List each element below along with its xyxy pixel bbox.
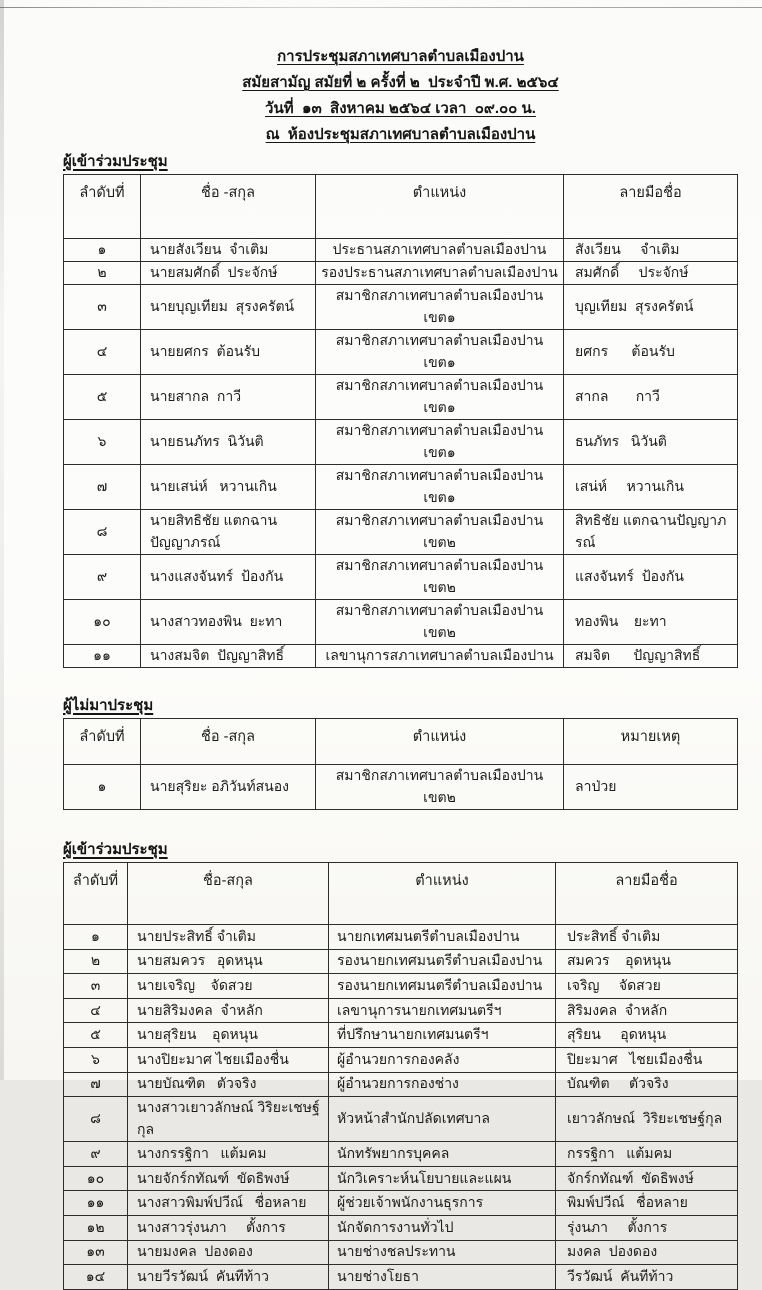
name-cell: นายเจริญ จัดสวย [128,974,329,999]
table-row [64,1072,738,1097]
order-cell: ๖ [64,420,141,465]
signature-cell: สังเวียน จำเติม [564,239,738,262]
position-cell: ผู้อำนวยการกองคลัง [329,1047,556,1072]
name-cell: นางสาวพิมพ์ปวีณ์ ชื่อหลาย [128,1191,329,1216]
sections-root [63,152,738,1290]
document-title-line: สมัยสามัญ สมัยที่ ๒ ครั้งที่ ๒ ประจำปี พ.ศ. ๒๕๖๔ [242,74,559,91]
position-cell: นายกเทศมนตรีตำบลเมืองปาน [329,925,556,950]
table-row [64,510,738,555]
position-cell: ผู้ช่วยเจ้าพนักงานธุรการ [329,1191,556,1216]
table-row [64,285,738,330]
position-cell: สมาชิกสภาเทศบาลตำบลเมืองปานเขต๒ [316,765,564,810]
signature-cell: สิริมงคล จำหลัก [556,998,738,1023]
table-row [64,600,738,645]
table-attendees-council [63,174,738,668]
table-row [64,1097,738,1142]
signature-cell: เยาวลักษณ์ วิริยะเชษฐ์กุล [556,1097,738,1142]
name-cell: นายวีรวัฒน์ คันทีท้าว [128,1265,329,1290]
order-cell: ๖ [64,1047,128,1072]
signature-cell: เสน่ห์ หวานเกิน [564,465,738,510]
position-cell: สมาชิกสภาเทศบาลตำบลเมืองปานเขต๒ [316,600,564,645]
order-cell: ๑๐ [64,1166,128,1191]
table-row [64,1265,738,1290]
column-header-sign: ลายมือชื่อ [556,863,738,925]
order-cell: ๘ [64,1097,128,1142]
column-header-sign: ลายมือชื่อ [564,175,738,239]
name-cell: นายบัณฑิต ตัวจริง [128,1072,329,1097]
section-absent [63,696,738,810]
table-row [64,262,738,285]
order-cell: ๓ [64,285,141,330]
name-cell: นายมงคล ปองดอง [128,1240,329,1265]
column-header-no: ลำดับที่ [64,175,141,239]
signature-cell: กรรฐิกา แต้มคม [556,1142,738,1167]
column-header-position: ตำแหน่ง [316,719,564,765]
position-cell: นายช่างโยธา [329,1265,556,1290]
name-cell: นางปิยะมาศ ไชยเมืองชื่น [128,1047,329,1072]
signature-cell: เจริญ จัดสวย [556,974,738,999]
order-cell: ๗ [64,465,141,510]
table-row [64,925,738,950]
position-cell: สมาชิกสภาเทศบาลตำบลเมืองปานเขต๒ [316,510,564,555]
signature-cell: สากล กาวี [564,375,738,420]
signature-cell: สมศักดิ์ ประจักษ์ [564,262,738,285]
table-row [64,1166,738,1191]
document-title-line: วันที่ ๑๓ สิงหาคม ๒๕๖๔ เวลา ๐๙.๐๐ น. [265,100,536,117]
column-header-no: ลำดับที่ [64,863,128,925]
name-cell: นายจักร์กทัณฑ์ ขัดธิพงษ์ [128,1166,329,1191]
table-row [64,1023,738,1048]
order-cell: ๑๑ [64,1191,128,1216]
name-cell: นางกรรฐิกา แต้มคม [128,1142,329,1167]
scan-artifact-left-shade [0,0,4,1080]
name-cell: นายบุญเทียม สุรงครัตน์ [141,285,316,330]
order-cell: ๘ [64,510,141,555]
table-header-row [64,175,738,239]
position-cell: ผู้อำนวยการกองช่าง [329,1072,556,1097]
name-cell: นายเสน่ห์ หวานเกิน [141,465,316,510]
order-cell: ๒ [64,262,141,285]
table-header-row [64,863,738,925]
name-cell: นางสาวรุ่งนภา ตั้งการ [128,1215,329,1240]
name-cell: นายสุริยะ อภิวันท์สนอง [141,765,316,810]
order-cell: ๑๐ [64,600,141,645]
name-cell: นายสังเวียน จำเติม [141,239,316,262]
column-header-name: ชื่อ -สกุล [141,175,316,239]
order-cell: ๑ [64,239,141,262]
position-cell: สมาชิกสภาเทศบาลตำบลเมืองปานเขต๑ [316,465,564,510]
table-row [64,949,738,974]
name-cell: นายยศกร ต้อนรับ [141,330,316,375]
order-cell: ๑๔ [64,1265,128,1290]
position-cell: นักจัดการงานทั่วไป [329,1215,556,1240]
signature-cell: สุริยน อุดหนุน [556,1023,738,1048]
table-row [64,1191,738,1216]
table-row [64,765,738,810]
position-cell: สมาชิกสภาเทศบาลตำบลเมืองปานเขต๑ [316,375,564,420]
table-row [64,330,738,375]
signature-cell: ยศกร ต้อนรับ [564,330,738,375]
signature-cell: ปิยะมาศ ไชยเมืองชื่น [556,1047,738,1072]
table-row [64,1047,738,1072]
signature-cell: พิมพ์ปวีณ์ ชื่อหลาย [556,1191,738,1216]
section-attendees-executive [63,840,738,1290]
signature-cell: บุญเทียม สุรงครัตน์ [564,285,738,330]
section-attendees-council [63,152,738,668]
order-cell: ๑๑ [64,645,141,668]
order-cell: ๑ [64,925,128,950]
signature-cell: สมจิต ปัญญาสิทธิ์ [564,645,738,668]
signature-cell: วีรวัฒน์ คันทีท้าว [556,1265,738,1290]
order-cell: ๕ [64,375,141,420]
section-label-attendees-executive: ผู้เข้าร่วมประชุม [63,841,168,858]
table-row [64,1240,738,1265]
document-title-block [63,44,738,148]
position-cell: ประธานสภาเทศบาลตำบลเมืองปาน [316,239,564,262]
order-cell: ๒ [64,949,128,974]
position-cell: สมาชิกสภาเทศบาลตำบลเมืองปานเขต๑ [316,330,564,375]
position-cell: เลขานุการสภาเทศบาลตำบลเมืองปาน [316,645,564,668]
order-cell: ๙ [64,555,141,600]
table-absent [63,718,738,810]
order-cell: ๑๓ [64,1240,128,1265]
table-row [64,239,738,262]
order-cell: ๔ [64,330,141,375]
table-row [64,974,738,999]
order-cell: ๑๒ [64,1215,128,1240]
position-cell: นายช่างชลประทาน [329,1240,556,1265]
table-row [64,998,738,1023]
column-header-no: ลำดับที่ [64,719,141,765]
position-cell: สมาชิกสภาเทศบาลตำบลเมืองปานเขต๑ [316,285,564,330]
order-cell: ๑ [64,765,141,810]
signature-cell: สมควร อุดหนุน [556,949,738,974]
table-row [64,1142,738,1167]
table-attendees-executive [63,862,738,1290]
section-label-absent: ผู้ไม่มาประชุม [63,697,154,714]
order-cell: ๗ [64,1072,128,1097]
order-cell: ๓ [64,974,128,999]
name-cell: นางสาวเยาวลักษณ์ วิริยะเชษฐ์กุล [128,1097,329,1142]
note-cell: ลาป่วย [564,765,738,810]
position-cell: สมาชิกสภาเทศบาลตำบลเมืองปานเขต๑ [316,420,564,465]
name-cell: นายสุริยน อุดหนุน [128,1023,329,1048]
name-cell: นายสากล กาวี [141,375,316,420]
signature-cell: ทองพิน ยะทา [564,600,738,645]
name-cell: นางแสงจันทร์ ป้องกัน [141,555,316,600]
order-cell: ๔ [64,998,128,1023]
column-header-position: ตำแหน่ง [316,175,564,239]
position-cell: นักวิเคราะห์นโยบายและแผน [329,1166,556,1191]
signature-cell: ธนภัทร นิวันติ [564,420,738,465]
table-header-row [64,719,738,765]
column-header-name: ชื่อ -สกุล [141,719,316,765]
table-row [64,645,738,668]
document-title-line: การประชุมสภาเทศบาลตำบลเมืองปาน [277,48,524,65]
signature-cell: จักร์กทัณฑ์ ขัดธิพงษ์ [556,1166,738,1191]
position-cell: เลขานุการนายกเทศมนตรีฯ [329,998,556,1023]
order-cell: ๕ [64,1023,128,1048]
document-content [63,0,738,1290]
name-cell: นายสิทธิชัย แตกฉานปัญญาภรณ์ [141,510,316,555]
column-header-name: ชื่อ-สกุล [128,863,329,925]
position-cell: ที่ปรึกษานายกเทศมนตรีฯ [329,1023,556,1048]
position-cell: สมาชิกสภาเทศบาลตำบลเมืองปานเขต๒ [316,555,564,600]
table-row [64,375,738,420]
signature-cell: ประสิทธิ์ จำเติม [556,925,738,950]
position-cell: หัวหน้าสำนักปลัดเทศบาล [329,1097,556,1142]
document-title-line: ณ ห้องประชุมสภาเทศบาลตำบลเมืองปาน [265,126,536,143]
position-cell: รองนายกเทศมนตรีตำบลเมืองปาน [329,974,556,999]
signature-cell: รุ่งนภา ตั้งการ [556,1215,738,1240]
name-cell: นายสมศักดิ์ ประจักษ์ [141,262,316,285]
table-row [64,555,738,600]
order-cell: ๙ [64,1142,128,1167]
name-cell: นายสิริมงคล จำหลัก [128,998,329,1023]
column-header-position: ตำแหน่ง [329,863,556,925]
signature-cell: บัณฑิต ตัวจริง [556,1072,738,1097]
table-row [64,465,738,510]
table-row [64,1215,738,1240]
position-cell: รองประธานสภาเทศบาลตำบลเมืองปาน [316,262,564,285]
name-cell: นายธนภัทร นิวันติ [141,420,316,465]
signature-cell: แสงจันทร์ ป้องกัน [564,555,738,600]
position-cell: รองนายกเทศมนตรีตำบลเมืองปาน [329,949,556,974]
name-cell: นายประสิทธิ์ จำเติม [128,925,329,950]
name-cell: นางสาวทองพิน ยะทา [141,600,316,645]
position-cell: นักทรัพยากรบุคคล [329,1142,556,1167]
signature-cell: มงคล ปองดอง [556,1240,738,1265]
signature-cell: สิทธิชัย แตกฉานปัญญาภรณ์ [564,510,738,555]
column-header-sign: หมายเหตุ [564,719,738,765]
section-label-attendees-council: ผู้เข้าร่วมประชุม [63,153,168,170]
name-cell: นายสมควร อุดหนุน [128,949,329,974]
name-cell: นางสมจิต ปัญญาสิทธิ์ [141,645,316,668]
table-row [64,420,738,465]
